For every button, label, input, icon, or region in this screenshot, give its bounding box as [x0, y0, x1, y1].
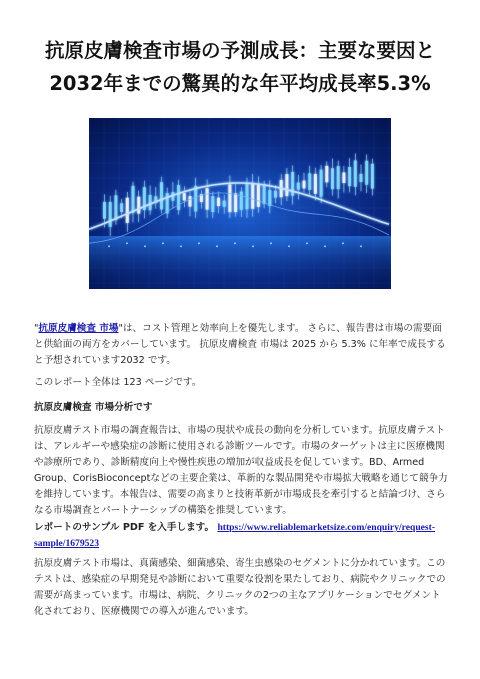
sample-link[interactable]: https://www.reliablemarketsize.com/enquiry/request-sample/1679523 — [34, 522, 436, 549]
segment-paragraph: 抗原皮膚テスト市場は、真菌感染、細菌感染、寄生虫感染のセグメントに分かれています。このテストは、感染症の早期発見や診断において重要な役割を果たしており、病院やクリニックでの需要が高まっています。市場は、病院、クリニックの2つの主なアプリケーションでセグメント化されており、医療機関での導入が進んでいます。 — [34, 558, 446, 617]
intro-text: は、コスト管理と効率向上を優先します。 さらに、報告書は市場の需要面と供給面の両方をカバーしています。 抗原皮膚検査 市場は 2025 から 5.3% に年率で成長すると予想されています2032 です。 — [34, 323, 446, 366]
sample-label: レポートのサンプル PDF を入手します。 — [34, 522, 218, 533]
title-line-2: 2032年までの驚異的な年平均成長率5.3% — [49, 72, 431, 95]
article-title — [30, 34, 450, 100]
analysis-paragraph: 抗原皮膚テスト市場の調査報告は、市場の現状や成長の動向を分析しています。抗原皮膚テストは、アレルギーや感染症の診断に使用される診断ツールです。市場のターゲットは主に医療機関や診療所であり、診断精度向上や慢性疾患の増加が収益成長を促しています。BD、Armed Group、CorisBioconceptなどの主要企業は、革新的な製品開発や市場拡大戦略を通じて競争力を維持しています。本報告は、需要の高まりと技術革新が市場成長を牽引すると結論づけ、さらなる市場調査とパートナーシップの構築を推奨しています。 — [34, 425, 448, 516]
hero-image-financial-chart — [89, 118, 391, 289]
market-link[interactable]: 抗原皮膚検査 市場 — [38, 323, 119, 334]
analysis-heading: 抗原皮膚検査 市場分析です — [34, 402, 153, 413]
title-line-1: 抗原皮膚検査市場の予測成長：主要な要因と — [44, 39, 435, 62]
intro-quote-close: " — [118, 323, 123, 334]
sample-request — [34, 520, 448, 552]
intro-paragraph — [34, 321, 448, 369]
pages-note: このレポート全体は 123 ページです。 — [34, 377, 202, 388]
intro-quote-open: " — [34, 323, 39, 334]
